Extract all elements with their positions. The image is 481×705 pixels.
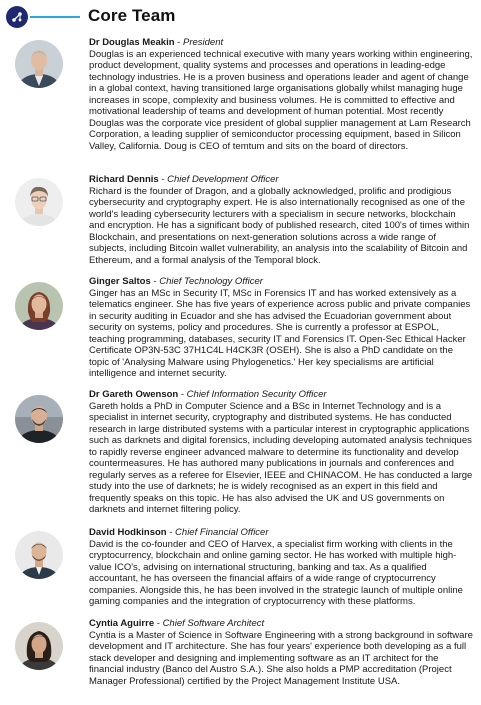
member-role: Chief Software Architect	[162, 618, 265, 629]
member-name: Ginger Saltos	[89, 276, 151, 287]
member-photo	[15, 531, 63, 579]
member-text	[89, 527, 473, 608]
member-role: Chief Development Officer	[167, 174, 279, 185]
member-separator: -	[178, 389, 187, 400]
member-bio: Richard is the founder of Dragon, and a globally acknowledged, prolific and prodigious cybersecurity and cryptography expert. He is also internationally recognised as one of the world's leading cybersecurity lecturers with a specialism in secure networks, blockchain and encryption. He has a significant body of published research, cited 100's of times within Blockchain, and presentations on next-generation solutions across a wide range of subjects, including Bitcoin wallet vulnerability, an analysis into the scalability of Bitcoin and Ethereum, and a formal analysis of the Temporal block.	[89, 185, 470, 266]
member-photo	[15, 282, 63, 330]
member-text	[89, 174, 473, 266]
member-text	[89, 389, 473, 516]
member-bio: Ginger has an MSc in Security IT, MSc in Forensics IT and has worked extensively as a telematics engineer. She has five years of experience across public and private companies in security auditing in Ecuador and she has advised the Ecuadorian government about security on systems, policy and procedures. She is currently a professor at ESPOL, teaching programming, databases, security IT and Forensics IT. Open-Sec Ethical Hacker Certificate OP3N-53C 37H1C4L H4CK3R (OSEH). She is also a PhD candidate on the topic of 'Analysing Malware using Phylogenetics.' Her key specialisms are artificial intelligence and internet security.	[89, 287, 471, 380]
member-text	[89, 276, 473, 380]
member-bio: Douglas is an experienced technical executive with many years working within engineering, product development, quality systems and processes and operations in leading-edge technology industries. He is a proven business and operations leader and agent of change in a global context, having transitioned large organisations globally whilst managing huge increases in scope, complexity and business volumes. He is committed to effective and motivational leadership of teams and development of human potential. Most recently Douglas was the corporate vice president of global supplier management at Lam Research Corporation, a leading supplier of semiconductor processing equipment, based in Silicon Valley, California. Doug is CEO of temtum and sits on the board of directors.	[89, 48, 473, 152]
member-heading	[89, 389, 473, 401]
member-text	[89, 37, 473, 152]
member-name: Dr Gareth Owenson	[89, 389, 179, 400]
page-title: Core Team	[88, 6, 176, 25]
member-text	[89, 618, 473, 687]
header-divider	[30, 16, 80, 18]
network-logo-icon	[6, 6, 28, 28]
member-photo	[15, 40, 63, 88]
member-separator: -	[166, 527, 176, 538]
member-role: Chief Financial Officer	[175, 527, 269, 538]
member-heading	[89, 276, 473, 288]
member-bio: Gareth holds a PhD in Computer Science and a BSc in Internet Technology and is a specialist in internet security, cryptography and distributed systems. He has conducted research in large distributed systems with a particular interest in cryptographic applications such as darknets and digital forensics, including developing automated analysis techniques to rapidly reverse engineer advanced malware to determine its functionality and develop countermeasures. He has authored many publications in journals and conferences and regularly serves as a referee for Elsevier, IEEE and CHINACOM. He has conducted a large study into the use of darknets; he is widely recognised as an expert in this field and frequently speaks on this topic. He has also advised the UK and US governments on darknets and internet filtering policy.	[89, 400, 473, 516]
member-photo	[15, 395, 63, 443]
page-header	[0, 0, 481, 34]
member-bio: Cyntia is a Master of Science in Software Engineering with a strong background in software development and IT architecture. She has four years' experience both developing as a full stack developer and designing and implementing software as an IT architect for the financial industry (Banco del Austro S.A.). She also holds a PMP accreditation (Project Manager Professional) certified by the Project Management Institute USA.	[89, 629, 473, 687]
member-bio: David is the co-founder and CEO of Harvex, a specialist firm working with clients in the cryptocurrency, blockchain and online gaming sector. He has worked with multiple high-value ICO's, advising on international structuring, banking and tax. As a qualified accountant, he has overseen the financial affairs of a wide range of cryptocurrency companies. Alongside this, he has been involved in the strategic launch of multiple online gaming companies and the integration of cryptocurrency with these platforms.	[89, 538, 463, 608]
member-photo	[15, 622, 63, 670]
member-name: David Hodkinson	[89, 527, 167, 538]
member-heading	[89, 174, 473, 186]
member-heading	[89, 618, 473, 630]
member-name: Richard Dennis	[89, 174, 159, 185]
member-role: Chief Information Security Officer	[186, 389, 327, 400]
member-role: President	[182, 37, 224, 48]
member-role: Chief Technology Officer	[159, 276, 263, 287]
member-separator: -	[158, 174, 168, 185]
member-photo	[15, 178, 63, 226]
member-name: Cyntia Aguirre	[89, 618, 155, 629]
member-separator: -	[150, 276, 160, 287]
member-heading	[89, 527, 473, 539]
member-heading	[89, 37, 473, 49]
member-separator: -	[154, 618, 163, 629]
member-separator: -	[174, 37, 183, 48]
member-name: Dr Douglas Meakin	[89, 37, 175, 48]
